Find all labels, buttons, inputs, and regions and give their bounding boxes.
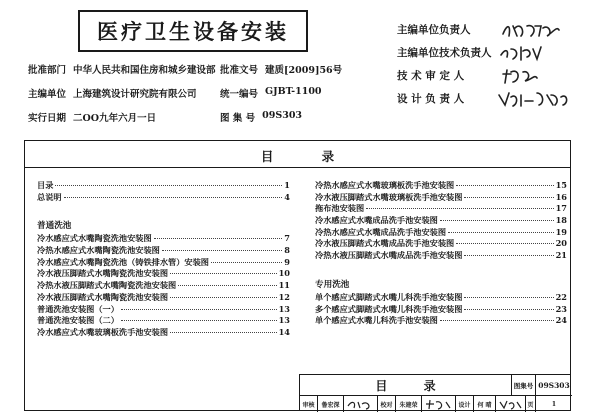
contents-column-left [37,180,290,339]
toc-entry[interactable]: 普通洗池安装图（一） 13 [37,303,290,314]
info-label: 统一编号 [220,89,259,100]
info-value: 中华人民共和国住房和城乡建设部 [73,65,216,76]
design-label: 设计 [456,396,474,412]
toc-entry[interactable]: 目录 1 [37,180,290,190]
drawing-title-block [299,374,571,411]
reviewer-signature [344,396,378,412]
info-row [28,81,388,105]
toc-entry[interactable]: 冷热水感应式水嘴陶瓷洗池安装图 8 [37,245,290,256]
info-row [28,57,388,81]
info-label: 批准文号 [220,65,259,76]
sheet-title: 目 录 [300,375,512,396]
toc-entry[interactable]: 冷水液压脚踏式水嘴玻璃板洗手池安装图 16 [315,191,567,202]
toc-entry[interactable]: 多个感应式脚踏式水嘴儿科洗手池安装图 23 [315,303,567,314]
responsible-row [397,18,597,41]
responsible-role: 设 计 负 责 人 [397,93,465,105]
info-label: 主编单位 [28,89,67,100]
toc-entry[interactable]: 冷水液压脚踏式水嘴成品洗手池安装图 20 [315,238,567,249]
atlas-number-label: 图集号 [512,375,536,396]
handwritten-signature [497,66,595,86]
divider [25,167,570,168]
info-label: 图 集 号 [220,113,256,124]
page-label: 页 [526,396,536,412]
checker-signature [422,396,456,412]
toc-entry[interactable]: 冷热水感应式水嘴玻璃板洗手池安装图 15 [315,180,567,190]
approval-info [28,57,388,129]
handwritten-signature [497,89,595,109]
handwritten-signature [497,20,595,40]
toc-entry[interactable]: 冷水液压脚踏式水嘴陶瓷洗池安装图 10 [37,268,290,279]
responsible-row [397,64,597,87]
contents-frame [24,140,571,411]
info-value: 09S303 [262,110,303,121]
info-value: GJBT-1100 [265,86,322,97]
toc-entry[interactable]: 拖布池安装图 17 [315,203,567,214]
toc-entry[interactable]: 总说明 4 [37,191,290,202]
responsible-role: 技 术 审 定 人 [397,70,465,82]
atlas-number-value: 09S303 [536,375,572,396]
section-heading: 普通洗池 [37,221,72,232]
toc-entry[interactable]: 冷水感应式水嘴陶瓷洗池安装图 7 [37,233,290,244]
contents-title: 目 录 [260,149,357,164]
responsible-persons [397,18,597,110]
toc-entry[interactable]: 普通洗池安装图（二） 13 [37,315,290,326]
approval-strip [300,396,572,412]
responsible-row [397,41,597,64]
info-value: 上海建筑设计研究院有限公司 [73,89,197,100]
toc-entry[interactable]: 冷水感应式水嘴玻璃板洗手池安装图 14 [37,326,290,337]
contents-column-right [315,180,567,327]
toc-entry[interactable]: 冷水感应式水嘴陶瓷洗池（铸铁排水管）安装图 9 [37,256,290,267]
info-value: 二OO九年六月一日 [73,113,157,124]
reviewer-name: 鲁宏深 [318,396,344,412]
handwritten-signature [497,43,595,63]
info-label: 批准部门 [28,65,67,76]
designer-signature [496,396,526,412]
checker-name: 朱建荣 [396,396,422,412]
toc-entry[interactable]: 单个感应式水嘴儿科洗手池安装图 24 [315,315,567,326]
responsible-row [397,87,597,110]
info-label: 实行日期 [28,113,67,124]
responsible-role: 主编单位负责人 [397,24,471,36]
toc-entry[interactable]: 冷热水感应式水嘴成品洗手池安装图 19 [315,226,567,237]
toc-entry[interactable]: 冷热水液压脚踏式水嘴陶瓷洗池安装图 11 [37,280,290,291]
toc-entry[interactable]: 冷水液压脚踏式水嘴陶瓷洗池安装图 12 [37,291,290,302]
info-row [28,105,388,129]
review-label: 审核 [300,396,318,412]
section-heading: 专用洗池 [315,279,350,290]
page-number: 1 [551,400,557,408]
check-label: 校对 [378,396,396,412]
toc-entry[interactable]: 冷水感应式水嘴成品洗手池安装图 18 [315,215,567,226]
designer-name: 何 晴 [474,396,496,412]
toc-entry[interactable]: 单个感应式脚踏式水嘴儿科洗手池安装图 22 [315,291,567,302]
toc-entry[interactable]: 冷热水液压脚踏式水嘴成品洗手池安装图 21 [315,250,567,261]
atlas-title: 医疗卫生设备安装 [78,10,308,52]
responsible-role: 主编单位技术负责人 [397,47,492,59]
info-value: 建质[2009]56号 [265,65,343,76]
